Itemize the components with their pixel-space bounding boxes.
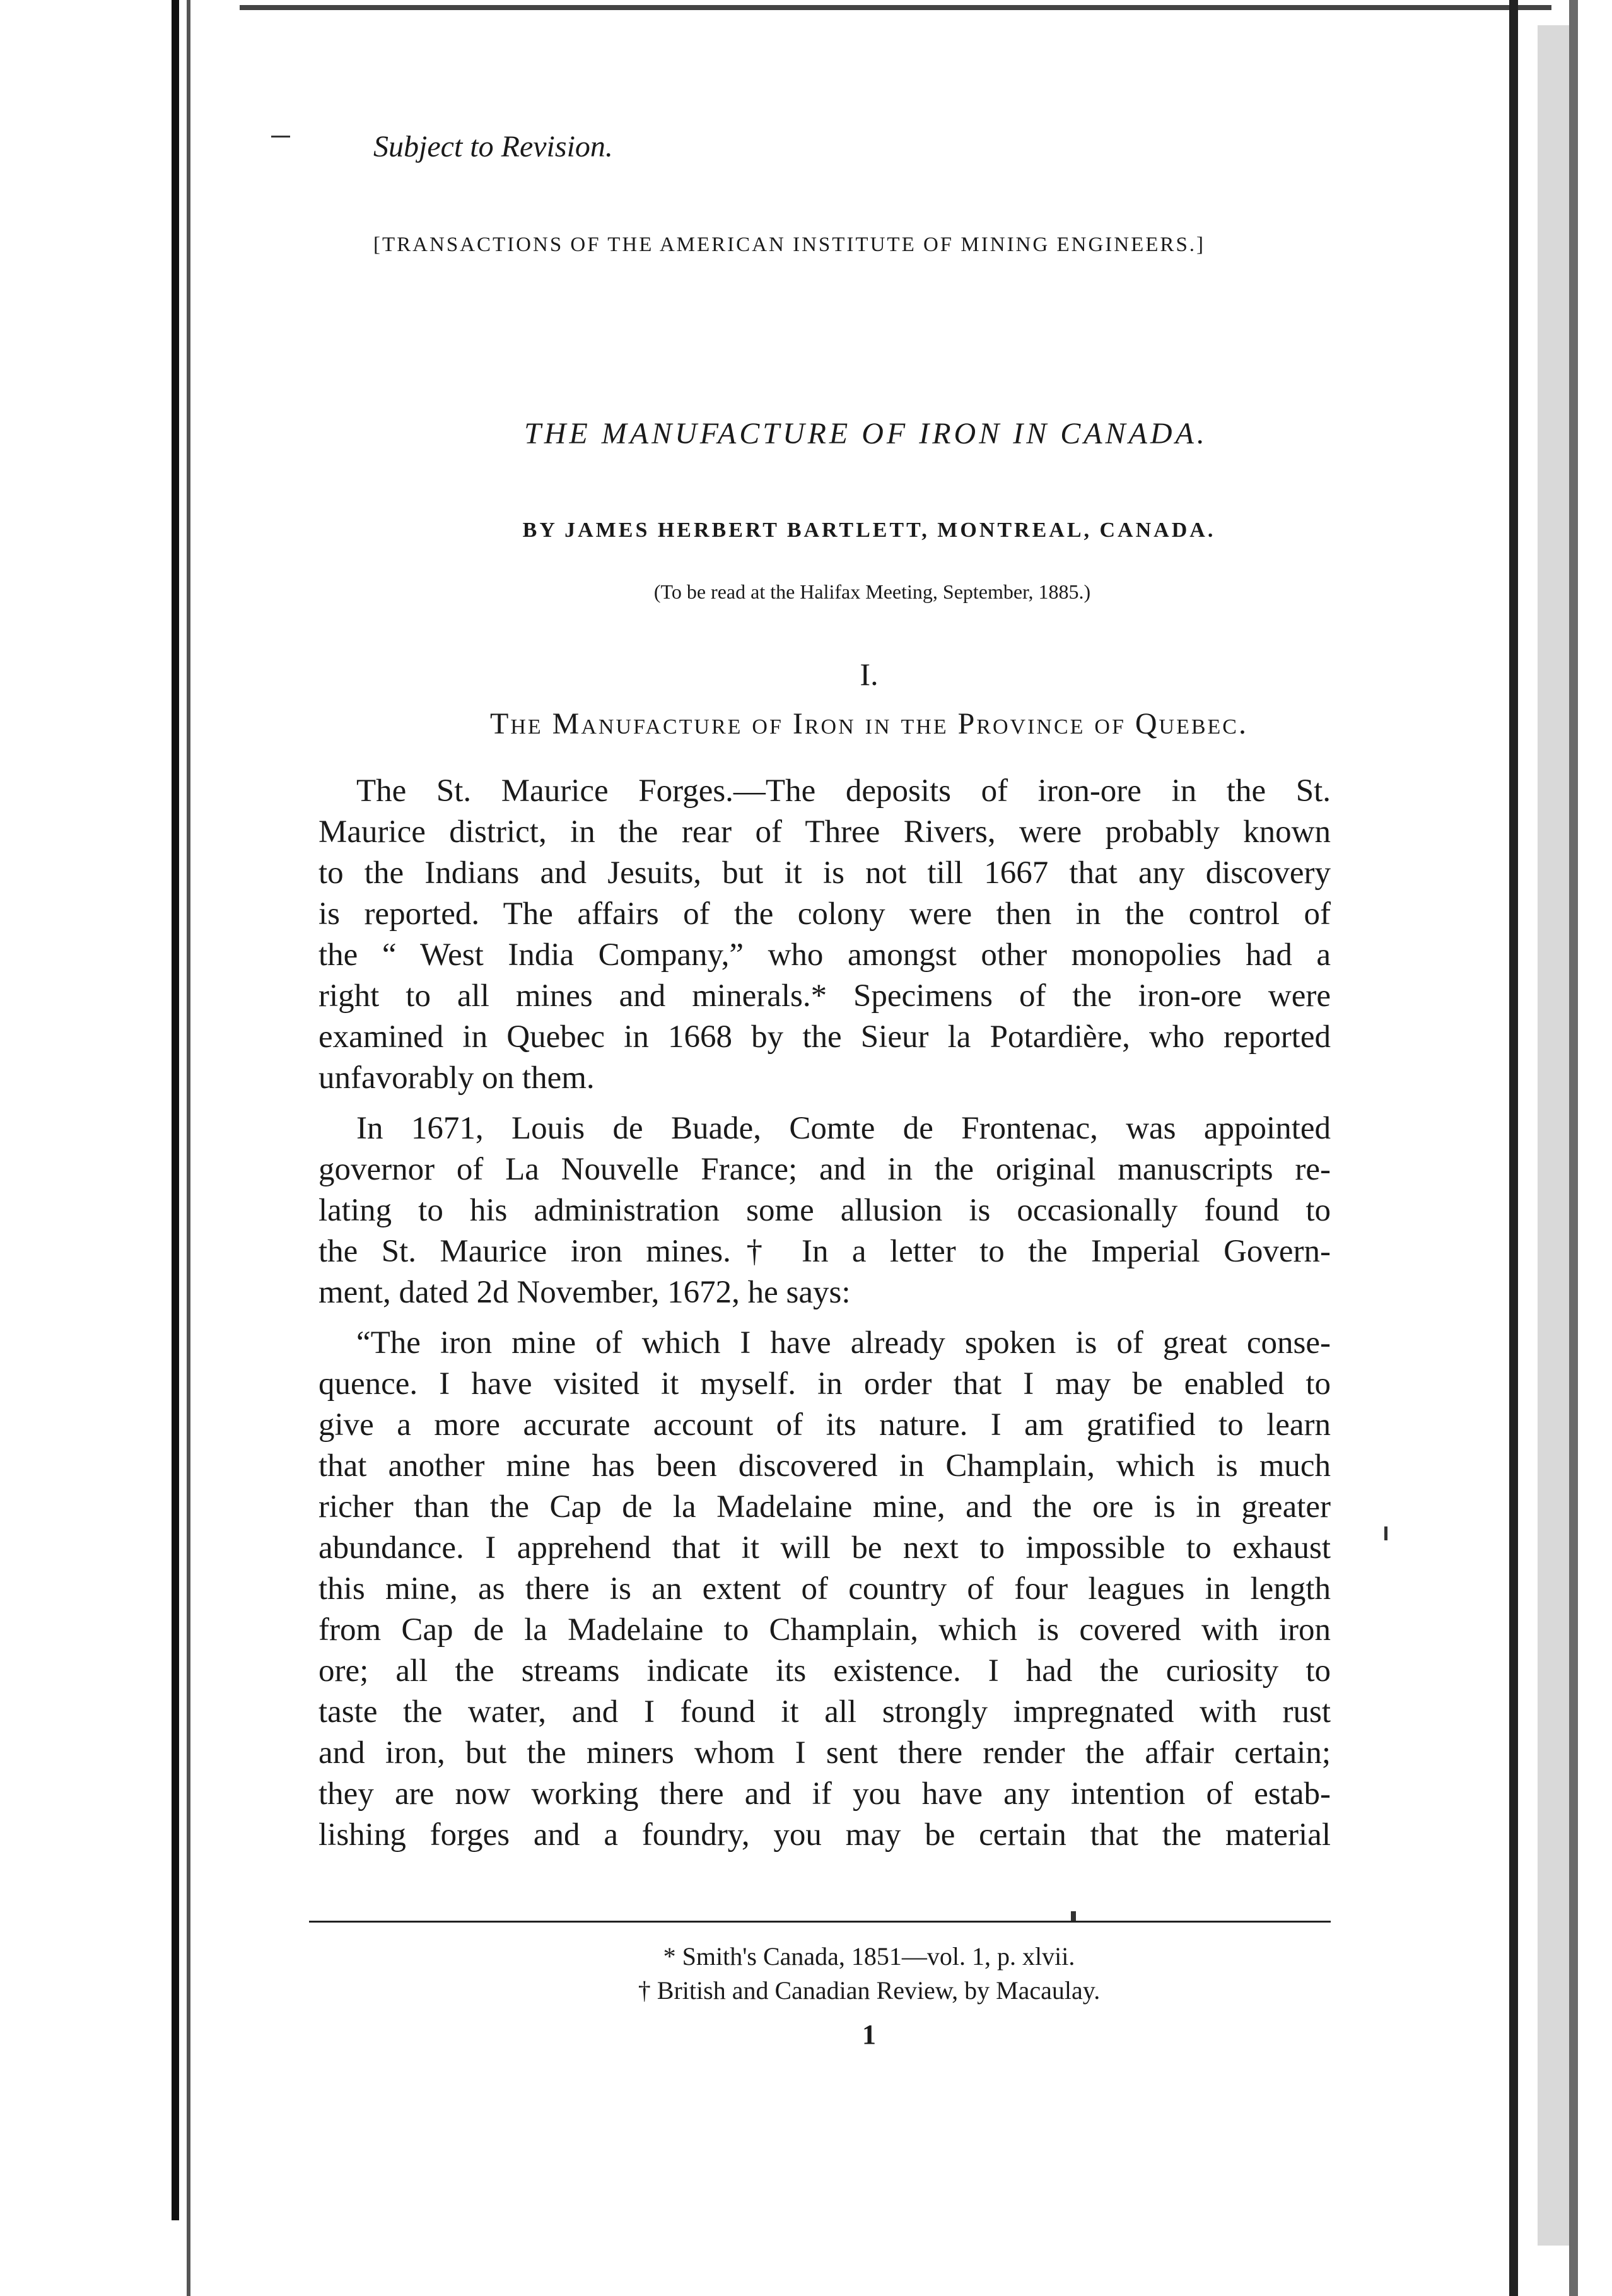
body-line: lishing forges and a foundry, you may be certain that the material	[318, 1817, 1331, 1853]
body-line: The St. Maurice Forges.—The deposits of iron-ore in the St.	[356, 773, 1331, 809]
body-line: richer than the Cap de la Madelaine mine, and the ore is in greater	[318, 1489, 1331, 1525]
body-line: In 1671, Louis de Buade, Comte de Frontenac, was appointed	[356, 1111, 1331, 1146]
section-number: I.	[860, 657, 879, 692]
body-line: ore; all the streams indicate its existence. I had the curiosity to	[318, 1653, 1331, 1689]
body-line: governor of La Nouvelle France; and in the original manuscripts re-	[318, 1152, 1331, 1187]
body-line: give a more accurate account of its nature. I am gratified to learn	[318, 1407, 1331, 1443]
body-line: unfavorably on them.	[318, 1060, 595, 1096]
transactions-heading: [TRANSACTIONS OF THE AMERICAN INSTITUTE OF MINING ENGINEERS.]	[373, 233, 1206, 256]
body-line: taste the water, and I found it all strongly impregnated with rust	[318, 1694, 1331, 1730]
body-line: abundance. I apprehend that it will be next to impossible to exhaust	[318, 1530, 1331, 1566]
body-line: ment, dated 2d November, 1672, he says:	[318, 1275, 851, 1310]
body-line: from Cap de la Madelaine to Champlain, which is covered with iron	[318, 1612, 1331, 1648]
stray-mark	[1384, 1526, 1387, 1540]
scan-border-top	[240, 5, 1551, 10]
page-number: 1	[862, 2019, 876, 2050]
body-line: quence. I have visited it myself. in order that I may be enabled to	[318, 1366, 1331, 1402]
stray-mark	[271, 136, 290, 138]
body-line: examined in Quebec in 1668 by the Sieur la Potardière, who reported	[318, 1019, 1331, 1055]
article-byline: BY JAMES HERBERT BARTLETT, MONTREAL, CANADA.	[522, 518, 1216, 542]
scan-border-right-shade	[1538, 25, 1569, 2246]
subject-to-revision: Subject to Revision.	[373, 130, 613, 163]
body-line: lating to his administration some allusion is occasionally found to	[318, 1193, 1331, 1228]
footnote-divider	[309, 1921, 1331, 1923]
meeting-note: (To be read at the Halifax Meeting, September, 1885.)	[653, 580, 1091, 603]
body-line: right to all mines and minerals.* Specimens of the iron-ore were	[318, 978, 1331, 1014]
body-line: that another mine has been discovered in Champlain, which is much	[318, 1448, 1331, 1484]
body-line: and iron, but the miners whom I sent there render the affair certain;	[318, 1735, 1331, 1771]
body-line: the St. Maurice iron mines.† In a letter to the Imperial Govern-	[318, 1234, 1331, 1269]
body-line: is reported. The affairs of the colony were then in the control of	[318, 896, 1331, 932]
body-line: to the Indians and Jesuits, but it is not till 1667 that any discovery	[318, 855, 1331, 891]
scan-border-left	[172, 0, 179, 2220]
footnote: † British and Canadian Review, by Macaulay.	[638, 1976, 1101, 2005]
article-title: THE MANUFACTURE OF IRON IN CANADA.	[524, 417, 1208, 450]
body-line: Maurice district, in the rear of Three Rivers, were probably known	[318, 814, 1331, 850]
body-line: this mine, as there is an extent of country of four leagues in length	[318, 1571, 1331, 1607]
body-line: the “ West India Company,” who amongst other monopolies had a	[318, 937, 1331, 973]
section-heading: The Manufacture of Iron in the Province of Quebec.	[490, 707, 1248, 741]
body-line: they are now working there and if you have any intention of estab-	[318, 1776, 1331, 1812]
body-line: “The iron mine of which I have already spoken is of great conse-	[356, 1325, 1331, 1361]
footnote: * Smith's Canada, 1851—vol. 1, p. xlvii.	[663, 1942, 1075, 1971]
stray-mark	[1071, 1911, 1076, 1921]
